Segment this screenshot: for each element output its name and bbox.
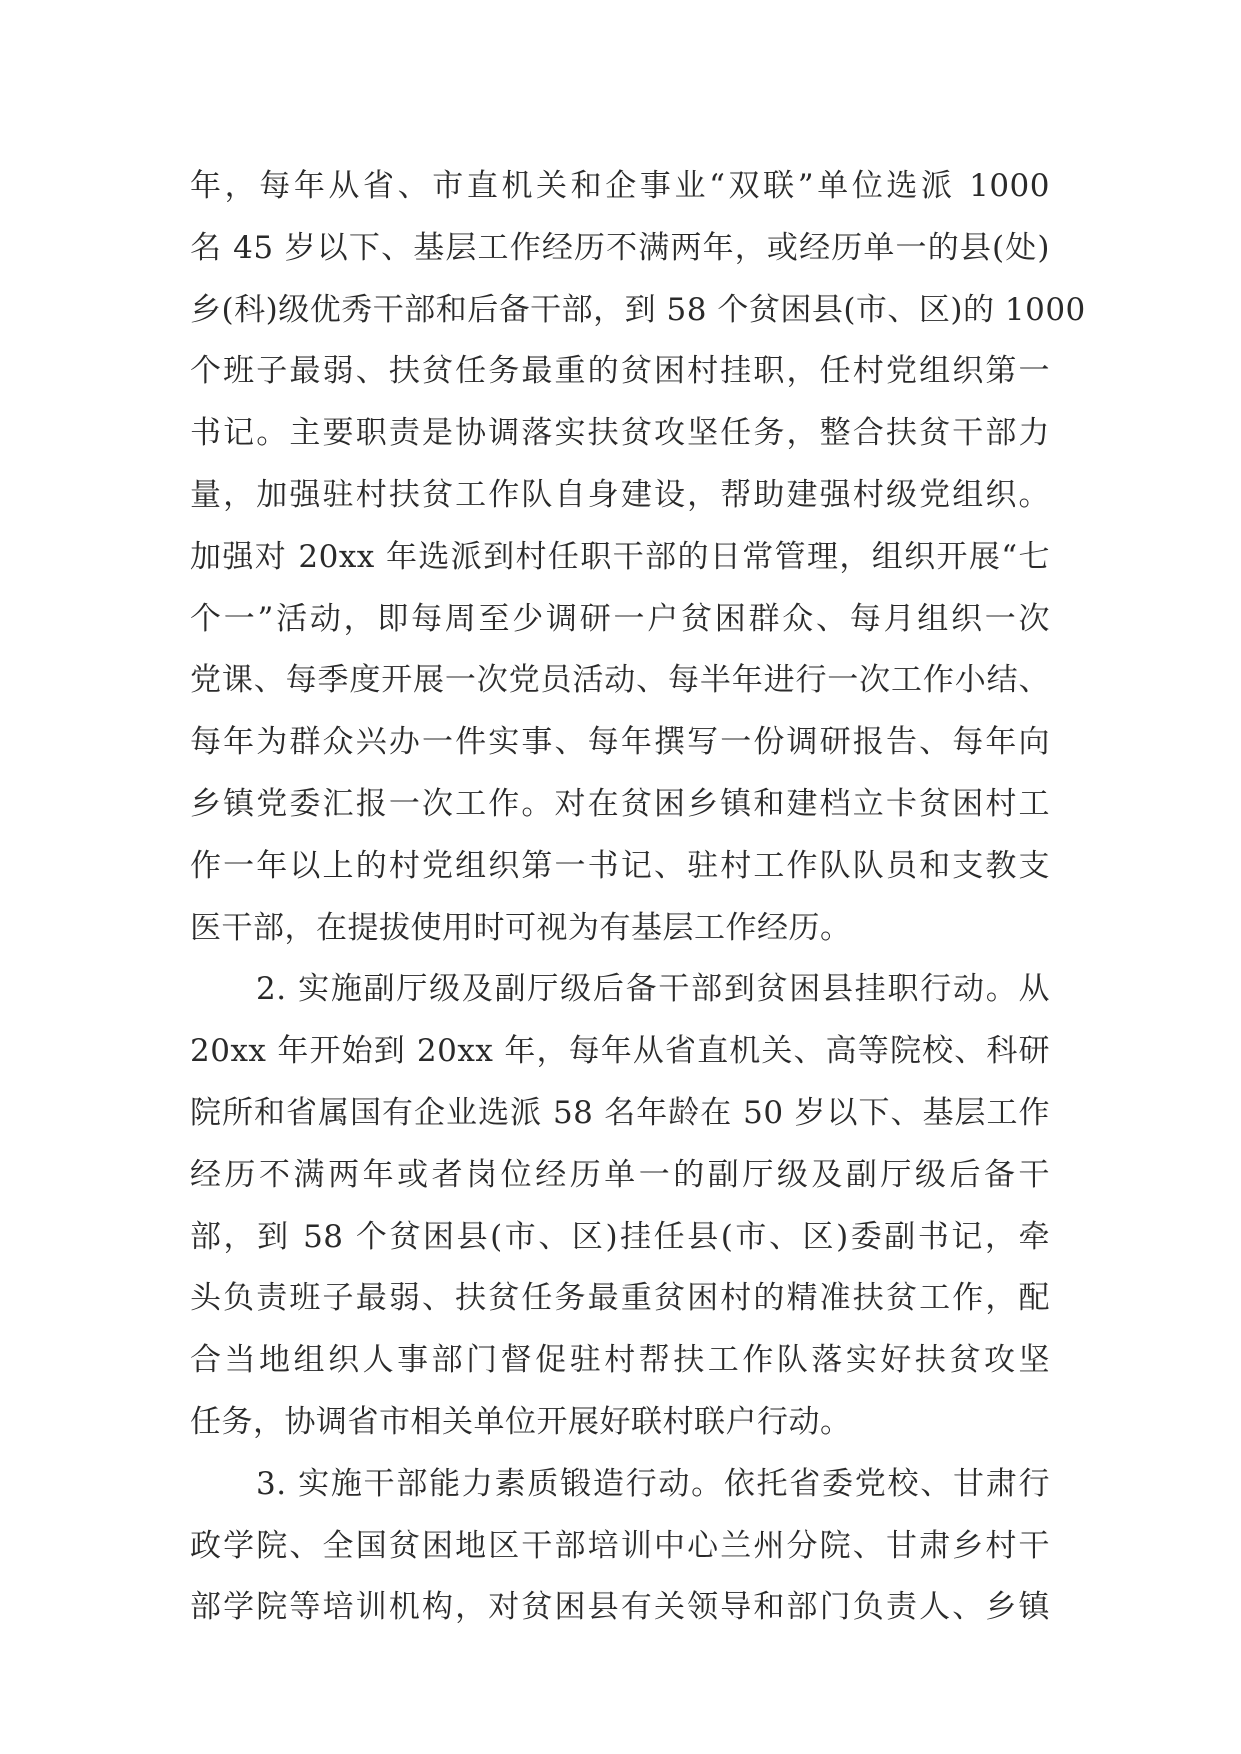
text-line: 名 45 岁以下、基层工作经历不满两年，或经历单一的县(处) — [190, 229, 1050, 266]
text-line: 每年为群众兴办一件实事、每年撰写一份调研报告、每年向 — [190, 724, 1050, 761]
paragraph-heading-2: 2. 实施副厅级及副厅级后备干部到贫困县挂职行动。从 — [256, 971, 1050, 1008]
paragraph-heading-3: 3. 实施干部能力素质锻造行动。依托省委党校、甘肃行 — [256, 1465, 1050, 1502]
text-line: 任务，协调省市相关单位开展好联村联户行动。 — [190, 1403, 852, 1440]
text-line: 乡镇党委汇报一次工作。对在贫困乡镇和建档立卡贫困村工 — [190, 785, 1050, 822]
text-line: 20xx 年开始到 20xx 年，每年从省直机关、高等院校、科研 — [190, 1033, 1050, 1070]
text-line: 书记。主要职责是协调落实扶贫攻坚任务，整合扶贫干部力 — [190, 415, 1050, 452]
text-line: 医干部，在提拔使用时可视为有基层工作经历。 — [190, 909, 852, 946]
text-line: 党课、每季度开展一次党员活动、每半年进行一次工作小结、 — [190, 662, 1050, 699]
text-line: 院所和省属国有企业选派 58 名年龄在 50 岁以下、基层工作 — [190, 1094, 1050, 1131]
text-line: 作一年以上的村党组织第一书记、驻村工作队队员和支教支 — [190, 847, 1050, 884]
text-line: 政学院、全国贫困地区干部培训中心兰州分院、甘肃乡村干 — [190, 1527, 1050, 1564]
text-line: 乡(科)级优秀干部和后备干部，到 58 个贫困县(市、区)的 1000 — [190, 291, 1086, 328]
text-line: 部，到 58 个贫困县(市、区)挂任县(市、区)委副书记，牵 — [190, 1218, 1050, 1255]
body-text — [190, 156, 1086, 1639]
text-line: 部学院等培训机构，对贫困县有关领导和部门负责人、乡镇 — [190, 1589, 1050, 1626]
text-line: 加强对 20xx 年选派到村任职干部的日常管理，组织开展“七 — [190, 538, 1050, 575]
text-line: 量，加强驻村扶贫工作队自身建设，帮助建强村级党组织。 — [190, 476, 1050, 513]
text-line: 年，每年从省、市直机关和企事业“双联”单位选派 1000 — [190, 168, 1050, 204]
text-line: 个一”活动，即每周至少调研一户贫困群众、每月组织一次 — [190, 600, 1050, 637]
text-line: 个班子最弱、扶贫任务最重的贫困村挂职，任村党组织第一 — [190, 353, 1050, 390]
text-line: 经历不满两年或者岗位经历单一的副厅级及副厅级后备干 — [190, 1156, 1050, 1193]
text-line: 头负责班子最弱、扶贫任务最重贫困村的精准扶贫工作，配 — [190, 1280, 1050, 1317]
text-line: 合当地组织人事部门督促驻村帮扶工作队落实好扶贫攻坚 — [190, 1342, 1050, 1379]
